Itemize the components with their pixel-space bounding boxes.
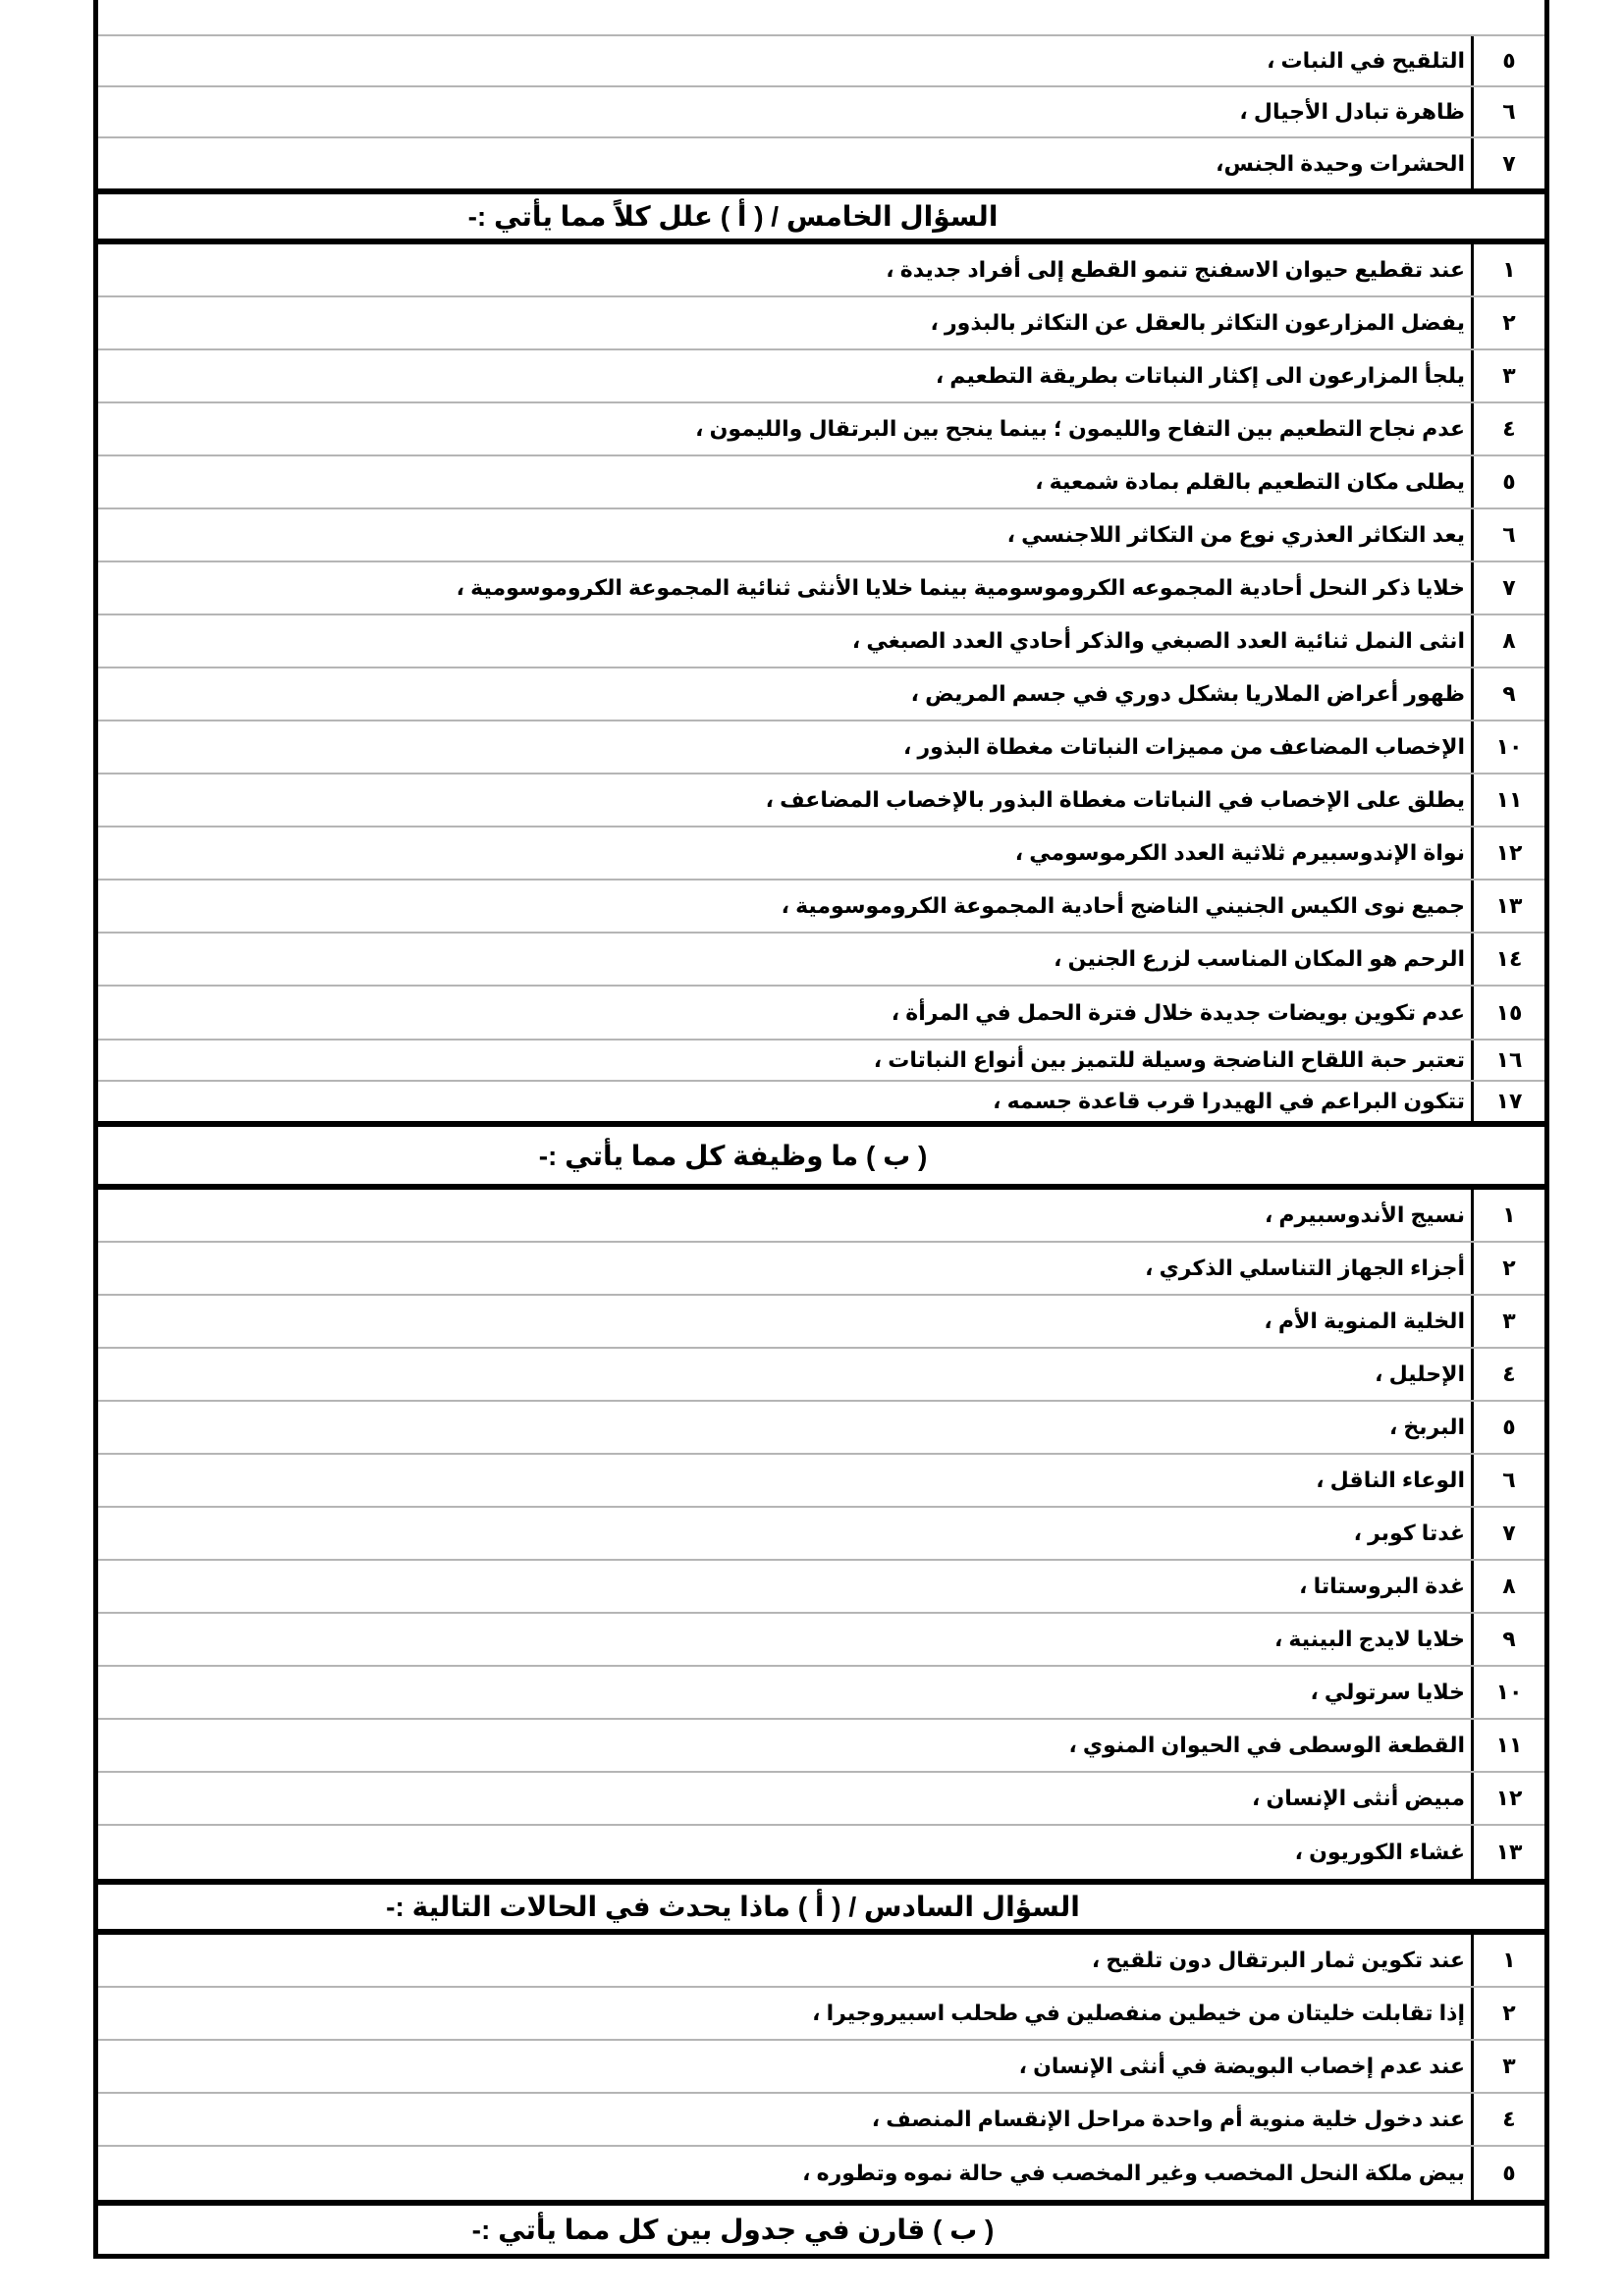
list-item xyxy=(98,1614,1544,1667)
item-number: ٢ xyxy=(1471,297,1544,348)
item-text: الخلية المنوية الأم ، xyxy=(1264,1308,1465,1333)
list-item xyxy=(98,562,1544,615)
item-text: عند تقطيع حيوان الاسفنج تنمو القطع إلى أفراد جديدة ، xyxy=(886,257,1465,282)
table-top-spacer xyxy=(98,0,1544,36)
item-text: الرحم هو المكان المناسب لزرع الجنين ، xyxy=(1054,946,1465,971)
item-text: يعد التكاثر العذري نوع من التكاثر اللاجنسي ، xyxy=(1006,522,1465,547)
item-number: ١٠ xyxy=(1471,721,1544,773)
item-number: ٥ xyxy=(1471,2147,1544,2200)
item-text: الإحليل ، xyxy=(1375,1362,1465,1386)
list-item xyxy=(98,350,1544,403)
item-text: عدم تكوين بويضات جديدة خلال فترة الحمل في المرأة ، xyxy=(891,999,1465,1025)
item-text: نسيج الأندوسبيرم ، xyxy=(1264,1202,1465,1227)
item-text: يطلق على الإخصاب في النباتات مغطاة البذور بالإخصاب المضاعف ، xyxy=(765,787,1465,812)
section-q5b-items xyxy=(98,1190,1544,1879)
section-previous-items xyxy=(98,36,1544,188)
item-text: خلايا سرتولي ، xyxy=(1310,1680,1465,1704)
item-number: ٤ xyxy=(1471,2094,1544,2145)
item-text: عند عدم إخصاب البويضة في أنثى الإنسان ، xyxy=(1018,2054,1465,2078)
item-text: عدم نجاح التطعيم بين التفاح والليمون ؛ بينما ينجح بين البرتقال والليمون ، xyxy=(695,416,1465,441)
list-item xyxy=(98,138,1544,188)
item-text: الإخصاب المضاعف من مميزات النباتات مغطاة البذور ، xyxy=(903,734,1465,759)
item-number: ١٤ xyxy=(1471,934,1544,985)
item-text: نواة الإندوسبيرم ثلاثية العدد الكرموسومي ، xyxy=(1014,840,1465,865)
item-text: ظهور أعراض الملاريا بشكل دوري في جسم المريض ، xyxy=(910,681,1465,706)
section-q5a-items xyxy=(98,244,1544,1121)
item-text: إذا تقابلت خليتان من خيطين منفصلين في طحلب اسبيروجيرا ، xyxy=(812,2001,1465,2025)
item-text: القطعة الوسطى في الحيوان المنوي ، xyxy=(1068,1733,1465,1757)
list-item xyxy=(98,1041,1544,1082)
list-item xyxy=(98,1455,1544,1508)
list-item xyxy=(98,87,1544,138)
item-number: ٩ xyxy=(1471,1614,1544,1665)
item-text: البربخ ، xyxy=(1388,1415,1465,1439)
list-item xyxy=(98,297,1544,350)
item-text: ظاهرة تبادل الأجيال ، xyxy=(1239,99,1465,124)
list-item xyxy=(98,1190,1544,1243)
item-number: ٣ xyxy=(1471,1296,1544,1347)
item-number: ٩ xyxy=(1471,668,1544,720)
list-item xyxy=(98,1243,1544,1296)
item-number: ٤ xyxy=(1471,1349,1544,1400)
item-number: ٦ xyxy=(1471,87,1544,136)
list-item xyxy=(98,1826,1544,1879)
item-number: ١ xyxy=(1471,1190,1544,1241)
item-text: غدتا كوبر ، xyxy=(1353,1521,1465,1545)
item-number: ١٦ xyxy=(1471,1041,1544,1080)
item-number: ١ xyxy=(1471,1935,1544,1986)
list-item xyxy=(98,668,1544,721)
item-number: ٦ xyxy=(1471,1455,1544,1506)
item-text: أجزاء الجهاز التناسلي الذكري ، xyxy=(1145,1255,1465,1280)
item-number: ١٧ xyxy=(1471,1082,1544,1121)
item-text: خلايا لايدج البينية ، xyxy=(1273,1627,1465,1651)
list-item xyxy=(98,1402,1544,1455)
section-q6a-items xyxy=(98,1935,1544,2200)
section-heading-q5a: السؤال الخامس / ( أ ) علل كلاً مما يأتي :- xyxy=(98,188,1544,244)
item-text: تعتبر حبة اللقاح الناضجة وسيلة للتميز بين أنواع النباتات ، xyxy=(873,1047,1465,1072)
list-item xyxy=(98,2094,1544,2147)
item-text: جميع نوى الكيس الجنيني الناضج أحادية المجموعة الكروموسومية ، xyxy=(781,893,1465,918)
item-number: ٦ xyxy=(1471,509,1544,561)
list-item xyxy=(98,403,1544,456)
item-text: يلجأ المزارعون الى إكثار النباتات بطريقة التطعيم ، xyxy=(935,363,1465,388)
item-text: بيض ملكة النحل المخصب وغير المخصب في حالة نموه وتطوره ، xyxy=(802,2161,1465,2185)
item-text: يفضل المزارعون التكاثر بالعقل عن التكاثر بالبذور ، xyxy=(930,310,1465,335)
list-item xyxy=(98,1349,1544,1402)
section-heading-q6a: السؤال السادس / ( أ ) ماذا يحدث في الحالات التالية :- xyxy=(98,1879,1544,1935)
list-item xyxy=(98,1296,1544,1349)
item-number: ٨ xyxy=(1471,1561,1544,1612)
list-item xyxy=(98,36,1544,87)
item-number: ٥ xyxy=(1471,456,1544,507)
list-item xyxy=(98,1773,1544,1826)
item-number: ١ xyxy=(1471,244,1544,295)
item-number: ٨ xyxy=(1471,615,1544,667)
list-item xyxy=(98,774,1544,828)
list-item xyxy=(98,828,1544,881)
list-item xyxy=(98,1561,1544,1614)
item-number: ٢ xyxy=(1471,1243,1544,1294)
item-text: عند دخول خلية منوية أم واحدة مراحل الإنقسام المنصف ، xyxy=(871,2107,1465,2131)
item-number: ١٥ xyxy=(1471,987,1544,1039)
list-item xyxy=(98,1935,1544,1988)
list-item xyxy=(98,1720,1544,1773)
item-text: الوعاء الناقل ، xyxy=(1316,1468,1465,1492)
list-item xyxy=(98,2147,1544,2200)
list-item xyxy=(98,987,1544,1041)
list-item xyxy=(98,244,1544,297)
item-number: ٣ xyxy=(1471,2041,1544,2092)
item-number: ٥ xyxy=(1471,36,1544,85)
item-number: ١١ xyxy=(1471,1720,1544,1771)
item-text: غدة البروستاتا ، xyxy=(1299,1574,1465,1598)
item-number: ١٢ xyxy=(1471,1773,1544,1824)
list-item xyxy=(98,1082,1544,1121)
item-text: انثى النمل ثنائية العدد الصبغي والذكر أحادي العدد الصبغي ، xyxy=(851,628,1465,653)
item-text: عند تكوين ثمار البرتقال دون تلقيح ، xyxy=(1091,1948,1465,1972)
item-text: غشاء الكوريون ، xyxy=(1294,1840,1465,1864)
item-number: ١٣ xyxy=(1471,1826,1544,1879)
item-text: يطلى مكان التطعيم بالقلم بمادة شمعية ، xyxy=(1035,469,1465,494)
item-number: ٧ xyxy=(1471,138,1544,188)
item-number: ٧ xyxy=(1471,1508,1544,1559)
item-text: تتكون البراعم في الهيدرا قرب قاعدة جسمه ، xyxy=(993,1089,1465,1113)
list-item xyxy=(98,1508,1544,1561)
list-item xyxy=(98,1667,1544,1720)
list-item xyxy=(98,721,1544,774)
item-number: ٧ xyxy=(1471,562,1544,614)
item-number: ٣ xyxy=(1471,350,1544,401)
section-heading-q6b: ( ب ) قارن في جدول بين كل مما يأتي :- xyxy=(98,2200,1544,2254)
list-item xyxy=(98,881,1544,934)
item-text: التلقيح في النبات ، xyxy=(1267,48,1465,73)
section-heading-q5b: ( ب ) ما وظيفة كل مما يأتي :- xyxy=(98,1121,1544,1190)
item-text: الحشرات وحيدة الجنس، xyxy=(1216,150,1465,176)
item-number: ١٢ xyxy=(1471,828,1544,879)
item-number: ٢ xyxy=(1471,1988,1544,2039)
list-item xyxy=(98,456,1544,509)
item-number: ٥ xyxy=(1471,1402,1544,1453)
item-number: ١٣ xyxy=(1471,881,1544,932)
item-number: ١١ xyxy=(1471,774,1544,826)
list-item xyxy=(98,615,1544,668)
item-number: ١٠ xyxy=(1471,1667,1544,1718)
list-item xyxy=(98,509,1544,562)
list-item xyxy=(98,934,1544,987)
item-number: ٤ xyxy=(1471,403,1544,454)
item-text: خلايا ذكر النحل أحادية المجموعه الكروموسومية بينما خلايا الأنثى ثنائية المجموعة الكروموسومية ، xyxy=(456,575,1465,600)
list-item xyxy=(98,2041,1544,2094)
item-text: مبيض أنثى الإنسان ، xyxy=(1252,1786,1465,1810)
worksheet-table xyxy=(93,0,1549,2259)
list-item xyxy=(98,1988,1544,2041)
